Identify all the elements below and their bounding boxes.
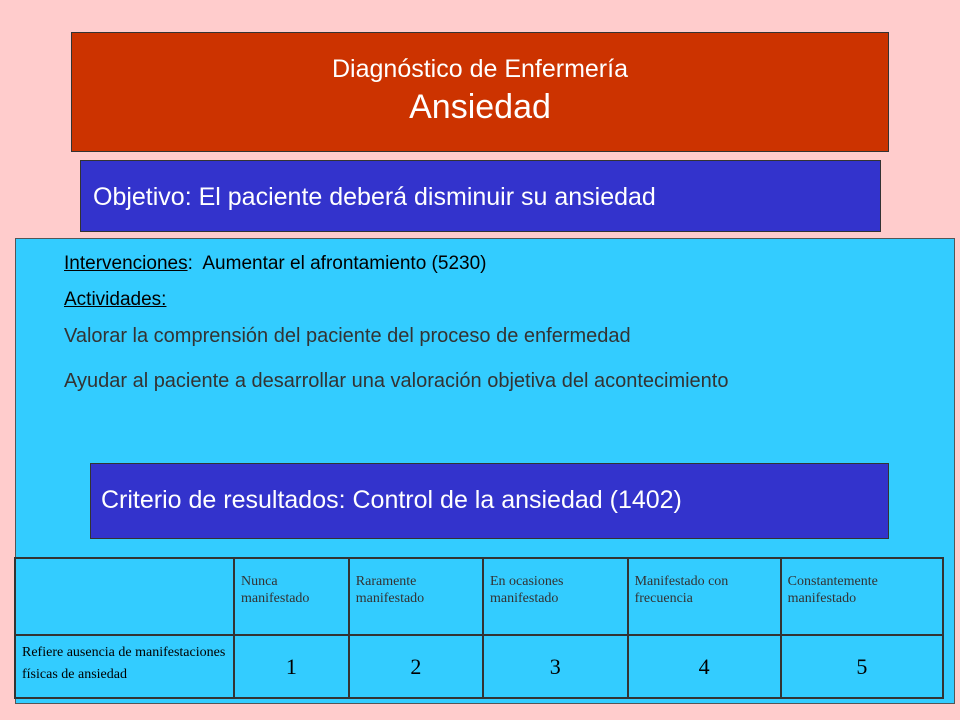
table-row-label: Refiere ausencia de manifestaciones físicas de ansiedad bbox=[15, 635, 234, 698]
actividad-item-2: Ayudar al paciente a desarrollar una valoración objetiva del acontecimiento bbox=[64, 370, 729, 392]
criterio-box bbox=[90, 463, 889, 539]
table-cell-value: 5 bbox=[781, 635, 943, 698]
table-header-cell: En ocasiones manifestado bbox=[483, 558, 628, 635]
table-cell-value: 2 bbox=[349, 635, 483, 698]
title-line-2: Ansiedad bbox=[409, 88, 551, 126]
table-header-row bbox=[15, 558, 943, 635]
table-header-cell bbox=[15, 558, 234, 635]
table-cell-value: 4 bbox=[628, 635, 781, 698]
table-header-cell: Constantemente manifestado bbox=[781, 558, 943, 635]
title-line-1: Diagnóstico de Enfermería bbox=[332, 55, 628, 83]
objetivo-text: Objetivo: El paciente deberá disminuir su ansiedad bbox=[93, 183, 656, 211]
criterio-text: Criterio de resultados: Control de la ansiedad (1402) bbox=[101, 486, 682, 514]
intervenciones-line bbox=[64, 252, 486, 276]
table-header-cell: Manifestado con frecuencia bbox=[628, 558, 781, 635]
actividad-item-1: Valorar la comprensión del paciente del proceso de enfermedad bbox=[64, 325, 631, 347]
objetivo-box bbox=[80, 160, 881, 232]
table-cell-value: 1 bbox=[234, 635, 349, 698]
table-cell-value: 3 bbox=[483, 635, 628, 698]
table-header-cell: Nunca manifestado bbox=[234, 558, 349, 635]
table-row bbox=[15, 635, 943, 698]
actividades-label: Actividades: bbox=[64, 289, 167, 310]
table-header-cell: Raramente manifestado bbox=[349, 558, 483, 635]
intervenciones-separator: : bbox=[187, 253, 193, 274]
intervenciones-label: Intervenciones bbox=[64, 253, 188, 274]
title-box bbox=[71, 32, 889, 152]
results-table bbox=[14, 557, 944, 699]
intervenciones-value: Aumentar el afrontamiento (5230) bbox=[202, 253, 487, 274]
